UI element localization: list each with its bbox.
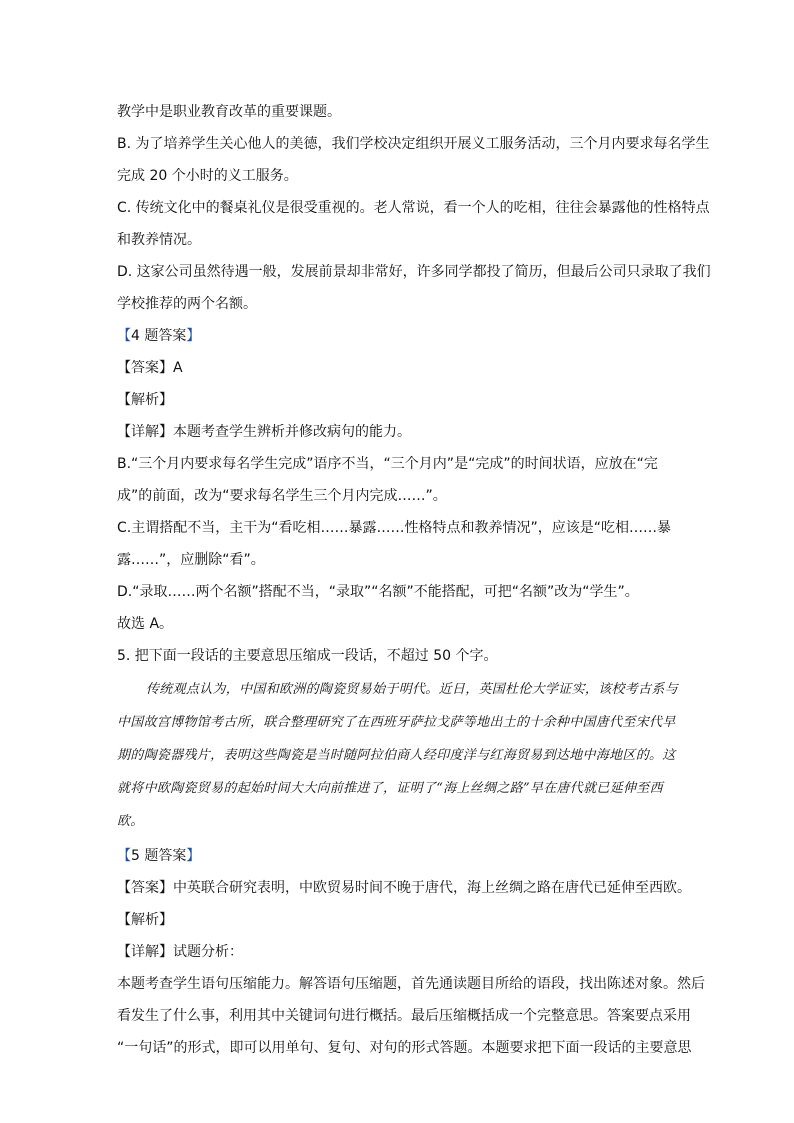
text-line: B.“三个月内要求每名学生完成”语序不当，“三个月内”是“完成”的时间状语，应放在“完 (117, 456, 658, 472)
answer-line: 【答案】A (117, 360, 183, 376)
passage-line: 就将中欧陶瓷贸易的起始时间大大向前推进了，证明了“海上丝绸之路”早在唐代就已延伸至西 (117, 781, 663, 796)
bracket-close: 】 (186, 848, 201, 864)
text-line: 和教养情况。 (117, 232, 201, 248)
question-5: 5. 把下面一段话的主要意思压缩成一段话，不超过 50 个字。 (117, 648, 498, 664)
passage-line: 期的陶瓷器残片，表明这些陶瓷是当时随阿拉伯商人经印度洋与红海贸易到达地中海地区的。这 (117, 748, 676, 763)
text-line: 学校推荐的两个名额。 (117, 296, 257, 312)
answer-heading-4 (117, 326, 200, 346)
passage-line: 中国故宫博物馆考古所，联合整理研究了在西班牙萨拉戈萨等地出土的十余种中国唐代至宋代早 (117, 715, 676, 730)
text-line: “一句话”的形式，即可以用单句、复句、对句的形式答题。本题要求把下面一段话的主要意思 (117, 1040, 692, 1056)
text-line: 完成 20 个小时的义工服务。 (117, 168, 298, 184)
text-line: 教学中是职业教育改革的重要课题。 (117, 104, 341, 120)
answer-heading-5 (117, 846, 200, 866)
bracket-open: 【 (117, 328, 131, 344)
detail-line: 【详解】试题分析： (117, 944, 243, 960)
bracket-open: 【 (117, 848, 131, 864)
detail-line: 【详解】本题考查学生辨析并修改病句的能力。 (117, 424, 411, 440)
answer-heading-text: 5 题答案 (131, 848, 187, 864)
analysis-label: 【解析】 (117, 912, 173, 928)
option-c: C. 传统文化中的餐桌礼仪是很受重视的。老人常说，看一个人的吃相，往往会暴露他的性格特点 (117, 200, 710, 216)
text-line: 看发生了什么事，利用其中关键词句进行概括。最后压缩概括成一个完整意思。答案要点采用 (117, 1008, 691, 1024)
option-d: D. 这家公司虽然待遇一般，发展前景却非常好，许多同学都投了简历，但最后公司只录取了我们 (117, 264, 711, 280)
analysis-label: 【解析】 (117, 392, 173, 408)
answer-line: 【答案】中英联合研究表明，中欧贸易时间不晚于唐代，海上丝绸之路在唐代已延伸至西欧。 (117, 880, 691, 896)
text-line: 成”的前面，改为“要求每名学生三个月内完成……”。 (117, 488, 447, 504)
text-line: D.“录取……两个名额”搭配不当，“录取”“名额”不能搭配，可把“名额”改为“学生”。 (117, 584, 639, 600)
text-line: C.主谓搭配不当，主干为“看吃相……暴露……性格特点和教养情况”，应该是“吃相……暴 (117, 520, 671, 536)
passage-line: 传统观点认为，中国和欧洲的陶瓷贸易始于明代。近日，英国杜伦大学证实，该校考古系与 (146, 682, 679, 697)
text-line: 露……”，应删除“看”。 (117, 552, 265, 568)
option-b: B. 为了培养学生关心他人的美德，我们学校决定组织开展义工服务活动，三个月内要求每名学生 (117, 136, 710, 152)
passage-line: 欧。 (117, 814, 144, 829)
bracket-close: 】 (186, 328, 201, 344)
answer-heading-text: 4 题答案 (131, 328, 187, 344)
text-line: 本题考查学生语句压缩能力。解答语句压缩题，首先通读题目所给的语段，找出陈述对象。然后 (117, 976, 705, 992)
text-line: 故选 A。 (117, 616, 174, 632)
